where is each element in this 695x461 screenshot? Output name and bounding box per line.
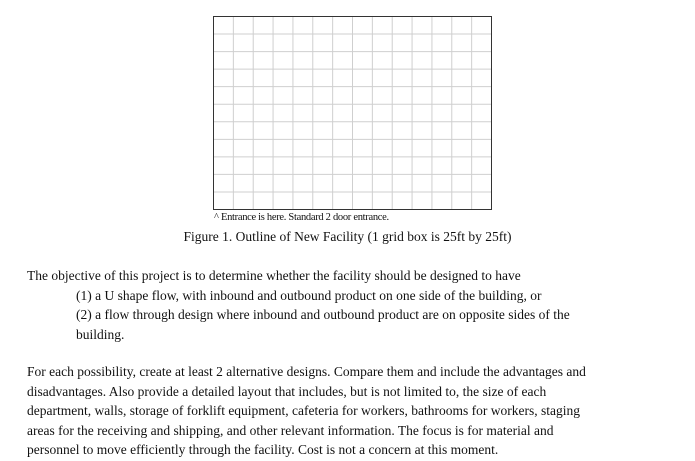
option-flow-through: (2) a flow through design where inbound and outbound product are on opposite sides of the (76, 307, 570, 322)
entrance-note: ^ Entrance is here. Standard 2 door entrance. (214, 212, 389, 223)
instructions-paragraph (27, 362, 672, 460)
instructions-line: areas for the receiving and shipping, and other relevant information. The focus is for material and (27, 422, 554, 438)
option-flow-through-continued: building. (76, 326, 125, 342)
instructions-line: personnel to move efficiently through the facility. Cost is not a concern at this moment. (27, 442, 499, 457)
figure-caption: Figure 1. Outline of New Facility (1 grid box is 25ft by 25ft) (183, 229, 512, 244)
option-u-shape: (1) a U shape flow, with inbound and outbound product on one side of the building, or (76, 287, 542, 303)
objective-paragraph (27, 266, 677, 344)
instructions-line: disadvantages. Also provide a detailed layout that includes, but is not limited to, the size of each (27, 383, 547, 399)
instructions-line: department, walls, storage of forklift equipment, cafeteria for workers, bathrooms for workers, staging (27, 403, 580, 418)
instructions-line: For each possibility, create at least 2 alternative designs. Compare them and include the advantages and (27, 364, 586, 379)
objective-intro: The objective of this project is to determine whether the facility should be designed to have (27, 268, 521, 283)
facility-outline-grid (213, 16, 492, 210)
facility-grid-figure (213, 16, 492, 210)
